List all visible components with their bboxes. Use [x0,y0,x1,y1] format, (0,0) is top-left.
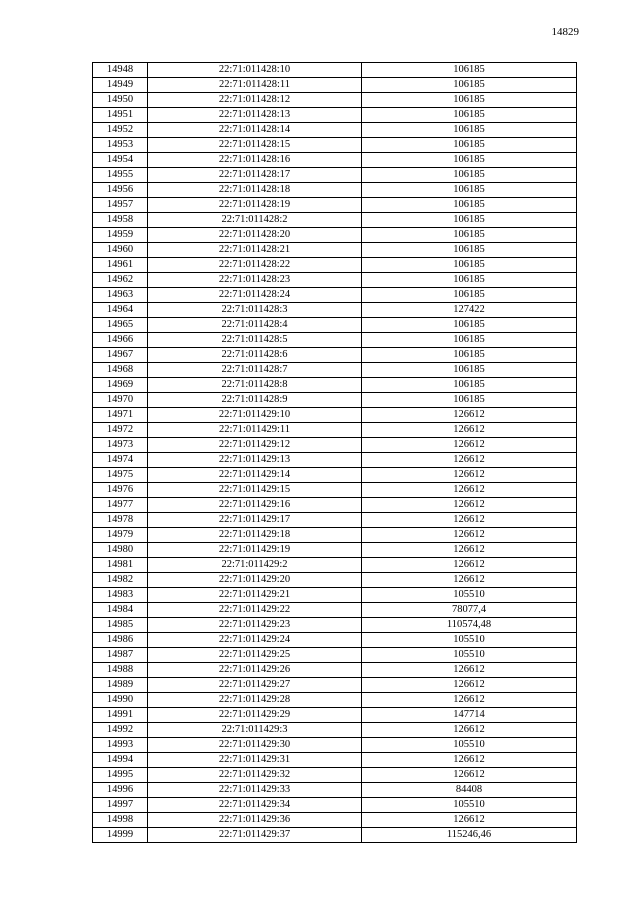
table-row [93,723,577,738]
cadastral-number-cell: 22:71:011429:29 [148,708,362,723]
value-cell: 84408 [362,783,577,798]
cadastral-number-cell: 22:71:011429:32 [148,768,362,783]
row-number-cell: 14974 [93,453,148,468]
table-row [93,408,577,423]
cadastral-number-cell: 22:71:011428:14 [148,123,362,138]
row-number-cell: 14966 [93,333,148,348]
table-row [93,78,577,93]
value-cell: 147714 [362,708,577,723]
row-number-cell: 14971 [93,408,148,423]
table-row [93,318,577,333]
row-number-cell: 14998 [93,813,148,828]
cadastral-number-cell: 22:71:011429:10 [148,408,362,423]
row-number-cell: 14948 [93,63,148,78]
table-row [93,678,577,693]
table-row [93,258,577,273]
row-number-cell: 14956 [93,183,148,198]
table-row [93,63,577,78]
value-cell: 106185 [362,228,577,243]
row-number-cell: 14949 [93,78,148,93]
row-number-cell: 14999 [93,828,148,843]
value-cell: 106185 [362,258,577,273]
table-row [93,333,577,348]
cadastral-number-cell: 22:71:011428:5 [148,333,362,348]
value-cell: 105510 [362,588,577,603]
table-row [93,468,577,483]
cadastral-number-cell: 22:71:011429:23 [148,618,362,633]
cadastral-number-cell: 22:71:011428:11 [148,78,362,93]
cadastral-number-cell: 22:71:011429:26 [148,663,362,678]
cadastral-number-cell: 22:71:011429:12 [148,438,362,453]
value-cell: 106185 [362,318,577,333]
row-number-cell: 14968 [93,363,148,378]
cadastral-number-cell: 22:71:011428:22 [148,258,362,273]
row-number-cell: 14984 [93,603,148,618]
cadastral-number-cell: 22:71:011428:21 [148,243,362,258]
cadastral-number-cell: 22:71:011428:16 [148,153,362,168]
value-cell: 126612 [362,528,577,543]
cadastral-number-cell: 22:71:011428:8 [148,378,362,393]
row-number-cell: 14997 [93,798,148,813]
cadastral-number-cell: 22:71:011429:33 [148,783,362,798]
table-row [93,378,577,393]
value-cell: 106185 [362,333,577,348]
table-row [93,648,577,663]
table-row [93,618,577,633]
cadastral-number-cell: 22:71:011428:18 [148,183,362,198]
row-number-cell: 14992 [93,723,148,738]
table-row [93,288,577,303]
value-cell: 126612 [362,573,577,588]
cadastral-number-cell: 22:71:011428:17 [148,168,362,183]
value-cell: 126612 [362,513,577,528]
row-number-cell: 14982 [93,573,148,588]
cadastral-number-cell: 22:71:011428:2 [148,213,362,228]
cadastral-number-cell: 22:71:011428:20 [148,228,362,243]
cadastral-number-cell: 22:71:011428:12 [148,93,362,108]
value-cell: 126612 [362,543,577,558]
cadastral-number-cell: 22:71:011429:11 [148,423,362,438]
row-number-cell: 14996 [93,783,148,798]
table-row [93,828,577,843]
cadastral-number-cell: 22:71:011429:37 [148,828,362,843]
value-cell: 106185 [362,348,577,363]
row-number-cell: 14950 [93,93,148,108]
row-number-cell: 14953 [93,138,148,153]
cadastral-number-cell: 22:71:011429:28 [148,693,362,708]
value-cell: 126612 [362,723,577,738]
table-row [93,663,577,678]
table-row [93,138,577,153]
cadastral-number-cell: 22:71:011429:16 [148,498,362,513]
value-cell: 105510 [362,798,577,813]
table-row [93,243,577,258]
cadastral-number-cell: 22:71:011429:15 [148,483,362,498]
value-cell: 105510 [362,648,577,663]
row-number-cell: 14980 [93,543,148,558]
cadastral-number-cell: 22:71:011428:3 [148,303,362,318]
cadastral-number-cell: 22:71:011429:17 [148,513,362,528]
row-number-cell: 14988 [93,663,148,678]
row-number-cell: 14977 [93,498,148,513]
row-number-cell: 14970 [93,393,148,408]
cadastral-number-cell: 22:71:011429:20 [148,573,362,588]
cadastral-number-cell: 22:71:011428:13 [148,108,362,123]
table-row [93,168,577,183]
value-cell: 127422 [362,303,577,318]
cadastral-number-cell: 22:71:011428:23 [148,273,362,288]
row-number-cell: 14955 [93,168,148,183]
table-row [93,603,577,618]
cadastral-number-cell: 22:71:011429:27 [148,678,362,693]
value-cell: 126612 [362,813,577,828]
value-cell: 115246,46 [362,828,577,843]
row-number-cell: 14981 [93,558,148,573]
row-number-cell: 14951 [93,108,148,123]
row-number-cell: 14961 [93,258,148,273]
value-cell: 106185 [362,168,577,183]
cadastral-number-cell: 22:71:011428:6 [148,348,362,363]
row-number-cell: 14975 [93,468,148,483]
cadastral-number-cell: 22:71:011428:24 [148,288,362,303]
value-cell: 105510 [362,633,577,648]
table-row [93,753,577,768]
value-cell: 126612 [362,558,577,573]
value-cell: 106185 [362,213,577,228]
row-number-cell: 14964 [93,303,148,318]
registry-table-body [93,63,577,843]
value-cell: 106185 [362,378,577,393]
cadastral-number-cell: 22:71:011429:2 [148,558,362,573]
value-cell: 106185 [362,288,577,303]
value-cell: 106185 [362,153,577,168]
table-row [93,543,577,558]
row-number-cell: 14991 [93,708,148,723]
value-cell: 106185 [362,138,577,153]
table-row [93,108,577,123]
table-row [93,393,577,408]
value-cell: 106185 [362,63,577,78]
row-number-cell: 14985 [93,618,148,633]
row-number-cell: 14983 [93,588,148,603]
value-cell: 126612 [362,408,577,423]
row-number-cell: 14979 [93,528,148,543]
cadastral-number-cell: 22:71:011429:3 [148,723,362,738]
table-row [93,513,577,528]
table-row [93,798,577,813]
value-cell: 106185 [362,123,577,138]
table-row [93,708,577,723]
cadastral-number-cell: 22:71:011429:19 [148,543,362,558]
value-cell: 126612 [362,423,577,438]
cadastral-number-cell: 22:71:011428:7 [148,363,362,378]
table-row [93,273,577,288]
row-number-cell: 14962 [93,273,148,288]
value-cell: 105510 [362,738,577,753]
table-row [93,438,577,453]
table-row [93,573,577,588]
value-cell: 106185 [362,393,577,408]
row-number-cell: 14995 [93,768,148,783]
cadastral-number-cell: 22:71:011428:10 [148,63,362,78]
table-row [93,498,577,513]
row-number-cell: 14990 [93,693,148,708]
table-row [93,693,577,708]
row-number-cell: 14986 [93,633,148,648]
table-row [93,558,577,573]
value-cell: 126612 [362,483,577,498]
row-number-cell: 14963 [93,288,148,303]
value-cell: 126612 [362,693,577,708]
row-number-cell: 14989 [93,678,148,693]
value-cell: 126612 [362,768,577,783]
table-row [93,153,577,168]
row-number-cell: 14959 [93,228,148,243]
value-cell: 106185 [362,93,577,108]
row-number-cell: 14958 [93,213,148,228]
value-cell: 106185 [362,273,577,288]
row-number-cell: 14967 [93,348,148,363]
value-cell: 106185 [362,78,577,93]
table-row [93,738,577,753]
cadastral-number-cell: 22:71:011429:30 [148,738,362,753]
value-cell: 126612 [362,678,577,693]
value-cell: 106185 [362,243,577,258]
cadastral-number-cell: 22:71:011429:21 [148,588,362,603]
value-cell: 106185 [362,363,577,378]
row-number-cell: 14969 [93,378,148,393]
value-cell: 126612 [362,663,577,678]
value-cell: 106185 [362,183,577,198]
value-cell: 110574,48 [362,618,577,633]
cadastral-number-cell: 22:71:011429:34 [148,798,362,813]
cadastral-number-cell: 22:71:011429:31 [148,753,362,768]
table-row [93,198,577,213]
row-number-cell: 14973 [93,438,148,453]
row-number-cell: 14976 [93,483,148,498]
cadastral-number-cell: 22:71:011428:4 [148,318,362,333]
value-cell: 78077,4 [362,603,577,618]
table-row [93,363,577,378]
table-row [93,228,577,243]
table-row [93,453,577,468]
row-number-cell: 14972 [93,423,148,438]
row-number-cell: 14987 [93,648,148,663]
row-number-cell: 14993 [93,738,148,753]
table-row [93,588,577,603]
table-row [93,348,577,363]
table-row [93,303,577,318]
table-row [93,768,577,783]
cadastral-number-cell: 22:71:011429:25 [148,648,362,663]
value-cell: 126612 [362,453,577,468]
table-row [93,183,577,198]
table-row [93,528,577,543]
value-cell: 126612 [362,468,577,483]
registry-table [92,62,577,843]
cadastral-number-cell: 22:71:011428:9 [148,393,362,408]
cadastral-number-cell: 22:71:011429:18 [148,528,362,543]
row-number-cell: 14965 [93,318,148,333]
row-number-cell: 14994 [93,753,148,768]
cadastral-number-cell: 22:71:011428:19 [148,198,362,213]
table-row [93,633,577,648]
table-row [93,483,577,498]
table-row [93,123,577,138]
cadastral-number-cell: 22:71:011429:36 [148,813,362,828]
table-row [93,93,577,108]
table-row [93,813,577,828]
value-cell: 126612 [362,438,577,453]
cadastral-number-cell: 22:71:011429:24 [148,633,362,648]
table-row [93,783,577,798]
cadastral-number-cell: 22:71:011428:15 [148,138,362,153]
row-number-cell: 14957 [93,198,148,213]
row-number-cell: 14952 [93,123,148,138]
value-cell: 126612 [362,753,577,768]
cadastral-number-cell: 22:71:011429:22 [148,603,362,618]
row-number-cell: 14954 [93,153,148,168]
cadastral-number-cell: 22:71:011429:13 [148,453,362,468]
row-number-cell: 14960 [93,243,148,258]
value-cell: 126612 [362,498,577,513]
value-cell: 106185 [362,198,577,213]
value-cell: 106185 [362,108,577,123]
row-number-cell: 14978 [93,513,148,528]
page-number: 14829 [551,26,579,38]
table-row [93,423,577,438]
cadastral-number-cell: 22:71:011429:14 [148,468,362,483]
table-row [93,213,577,228]
